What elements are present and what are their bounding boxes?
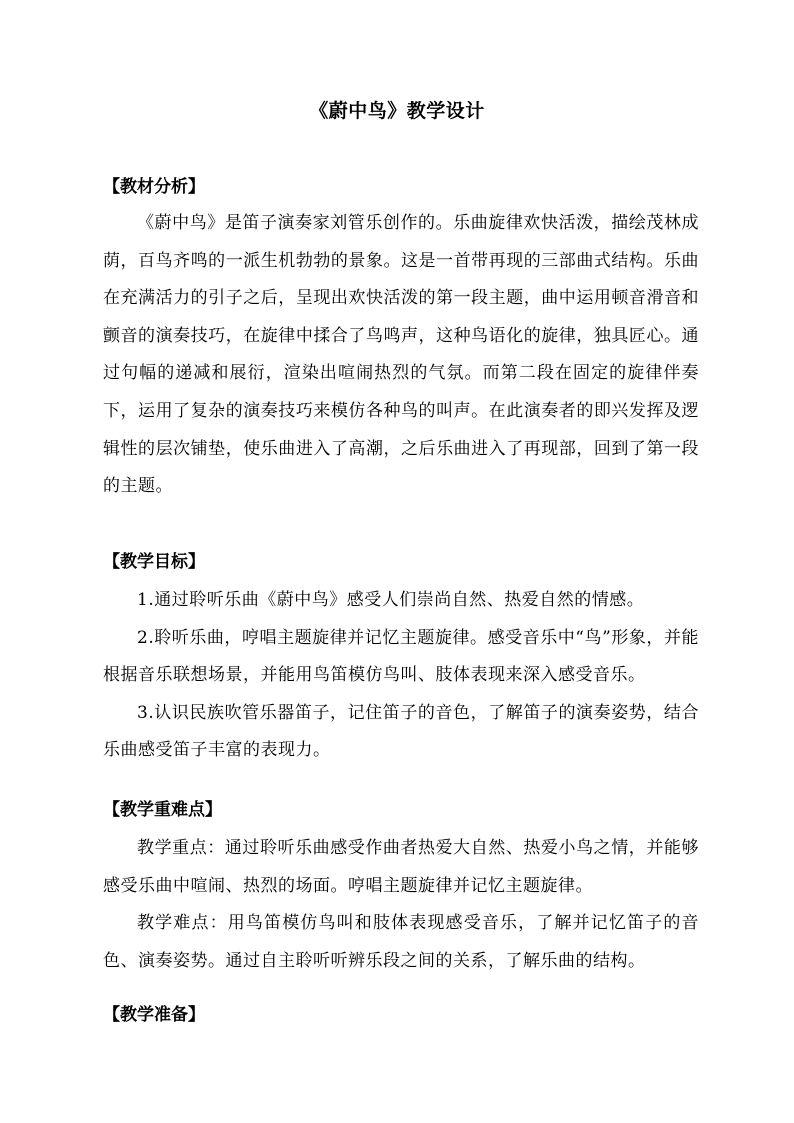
section-heading-material-analysis: 【教材分析】	[103, 177, 205, 197]
list-item: 2.聆听乐曲，哼唱主题旋律并记忆主题旋律。感受音乐中“鸟”形象，并能根据音乐联想场景，并能用鸟笛模仿鸟叫、肢体表现来深入感受音乐。	[103, 627, 699, 686]
section-body-material-analysis	[103, 205, 699, 506]
section-body-key-points	[103, 830, 699, 980]
section-body-teaching-goals	[103, 582, 699, 770]
section-heading-preparation: 【教学准备】	[103, 1005, 205, 1025]
paragraph: 《蔚中鸟》是笛子演奏家刘管乐创作的。乐曲旋律欢快活泼，描绘茂林成荫，百鸟齐鸣的一派生机勃勃的景象。这是一首带再现的三部曲式结构。乐曲在充满活力的引子之后，呈现出欢快活泼的第一段主题，曲中运用顿音滑音和颤音的演奏技巧，在旋律中揉合了鸟鸣声，这种鸟语化的旋律，独具匠心。通过句幅的递减和展衍，渲染出喧闹热烈的气氛。而第二段在固定的旋律伴奏下，运用了复杂的演奏技巧来模仿各种鸟的叫声。在此演奏者的即兴发挥及逻辑性的层次铺垫，使乐曲进入了高潮，之后乐曲进入了再现部，回到了第一段的主题。	[103, 213, 699, 497]
page-title: 《蔚中鸟》教学设计	[309, 100, 485, 122]
paragraph: 教学重点：通过聆听乐曲感受作曲者热爱大自然、热爱小鸟之情，并能够感受乐曲中喧闹、热烈的场面。哼唱主题旋律并记忆主题旋律。	[103, 838, 699, 896]
section-heading-teaching-goals: 【教学目标】	[103, 552, 205, 572]
list-item: 3.认识民族吹管乐器笛子，记住笛子的音色，了解笛子的演奏姿势，结合乐曲感受笛子丰富的表现力。	[103, 702, 699, 761]
paragraph: 教学难点：用鸟笛模仿鸟叫和肢体表现感受音乐，了解并记忆笛子的音色、演奏姿势。通过自主聆听听辨乐段之间的关系，了解乐曲的结构。	[103, 913, 699, 971]
list-item: 1.通过聆听乐曲《蔚中鸟》感受人们崇尚自然、热爱自然的情感。	[137, 590, 645, 610]
section-heading-key-points: 【教学重难点】	[103, 800, 222, 820]
